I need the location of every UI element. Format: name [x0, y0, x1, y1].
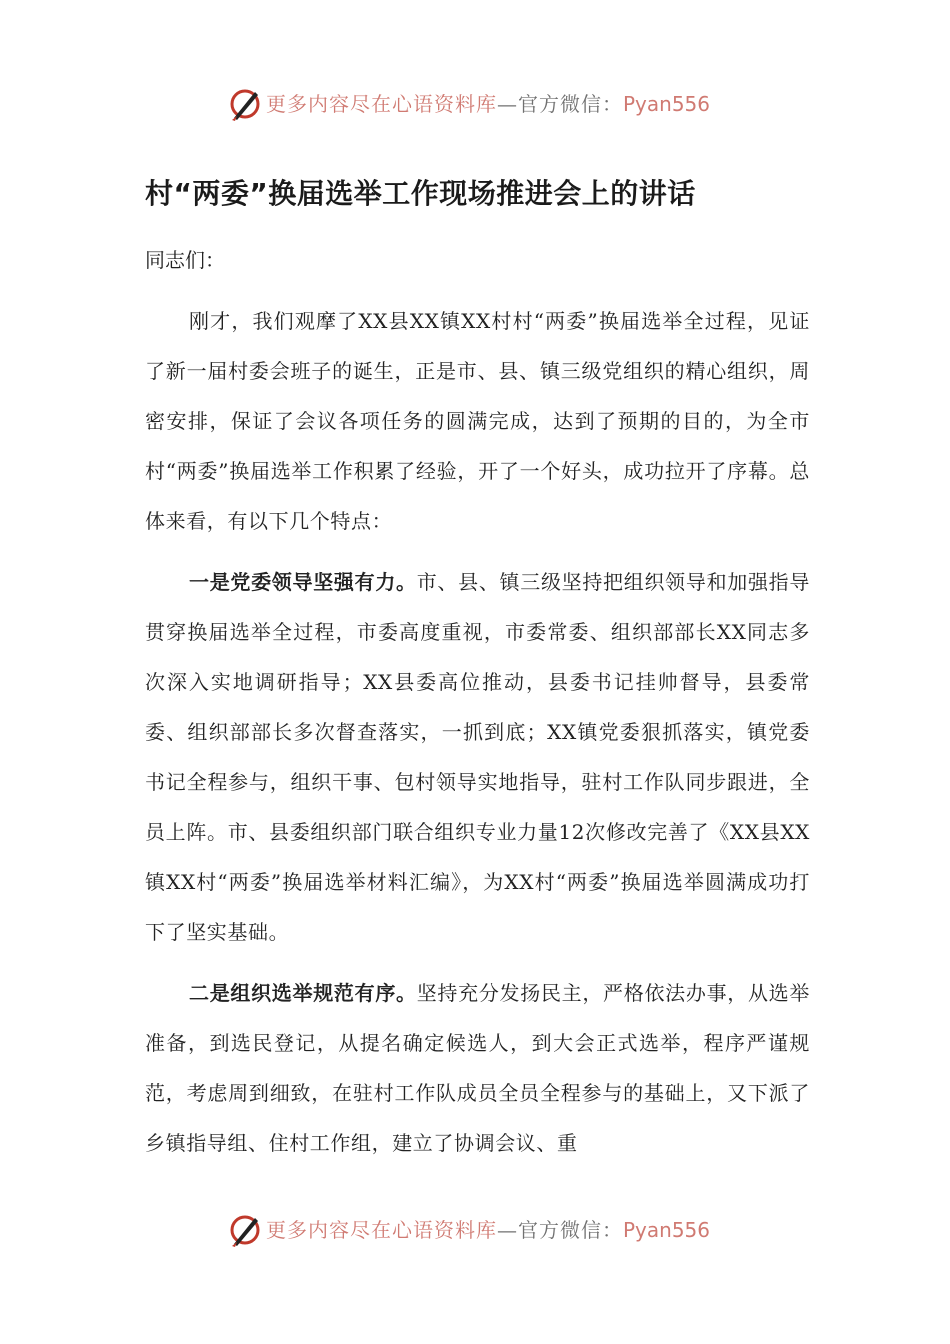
banner-library-text: 更多内容尽在心语资料库: [266, 92, 497, 116]
paragraph-3-lead: 二是组织选举规范有序。: [189, 981, 417, 1005]
paragraph-3: [145, 968, 810, 1168]
paragraph-3-body: 坚持充分发扬民主，严格依法办事，从选举准备，到选民登记，从提名确定候选人，到大会正式选举，程序严谨规范，考虑周到细致，在驻村工作队成员全员全程参与的基础上，又下派了乡镇指导组、住村工作组，建立了协调会议、重: [145, 981, 810, 1155]
document-body: [145, 236, 810, 1168]
paragraph-2-lead: 一是党委领导坚强有力。: [189, 570, 417, 594]
banner-text: [266, 1216, 710, 1244]
header-banner: [0, 84, 950, 124]
pen-circle-logo-icon: [228, 86, 262, 122]
pen-circle-logo-icon: [228, 1212, 262, 1248]
banner-text: [266, 90, 710, 118]
paragraph-1: 刚才，我们观摩了XX县XX镇XX村村“两委”换届选举全过程，见证了新一届村委会班子的诞生，正是市、县、镇三级党组织的精心组织，周密安排，保证了会议各项任务的圆满完成，达到了预期的目的，为全市村“两委”换届选举工作积累了经验，开了一个好头，成功拉开了序幕。总体来看，有以下几个特点：: [145, 309, 810, 533]
banner-wechat-id: Pyan556: [623, 92, 711, 116]
banner-wechat-label: —官方微信：: [497, 1218, 623, 1242]
banner-library-text: 更多内容尽在心语资料库: [266, 1218, 497, 1242]
paragraph-2-body: 市、县、镇三级坚持把组织领导和加强指导贯穿换届选举全过程，市委高度重视，市委常委、组织部部长XX同志多次深入实地调研指导；XX县委高位推动，县委书记挂帅督导，县委常委、组织部部长多次督查落实，一抓到底；XX镇党委狠抓落实，镇党委书记全程参与，组织干事、包村领导实地指导，驻村工作队同步跟进，全员上阵。市、县委组织部门联合组织专业力量12次修改完善了《XX县XX镇XX村“两委”换届选举材料汇编》，为XX村“两委”换届选举圆满成功打下了坚实基础。: [145, 570, 810, 944]
banner-wechat-id: Pyan556: [623, 1218, 711, 1242]
banner-wechat-label: —官方微信：: [497, 92, 623, 116]
document-title: 村“两委”换届选举工作现场推进会上的讲话: [145, 177, 696, 210]
salutation: 同志们：: [145, 248, 225, 272]
footer-banner: [0, 1210, 950, 1250]
paragraph-2: [145, 557, 810, 957]
